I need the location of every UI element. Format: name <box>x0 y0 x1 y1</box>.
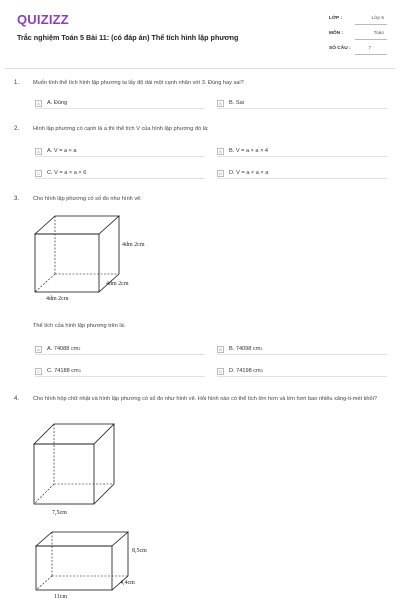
question-3-subtext: Thể tích của hình lập phương trên là: <box>33 323 126 329</box>
q2-option-b[interactable] <box>217 146 387 156</box>
option-text: B. Sai <box>229 100 244 106</box>
q4-box-depth-label: 4,4cm <box>120 580 135 586</box>
q3-edge-label-depth: 4dm 2cm <box>106 281 129 287</box>
option-text: C. V = a × a × 6 <box>47 170 87 176</box>
cube-figure-q3 <box>30 212 160 304</box>
header-divider <box>5 68 395 69</box>
option-text: A. Đúng <box>47 100 68 106</box>
question-1-number: 1. <box>14 80 20 86</box>
question-2-text: Hình lập phương có cạnh là a thì thể tích V của hình lập phương đó là: <box>33 126 209 132</box>
box-figure-q4 <box>30 528 160 600</box>
quizizz-logo: QUIZIZZ <box>17 12 69 27</box>
q4-box-length-label: 11cm <box>54 594 68 600</box>
subject-value: Toán <box>373 31 384 36</box>
option-letter-box: A <box>35 346 42 353</box>
option-unit-exponent: 3 <box>260 347 263 351</box>
question-2-number: 2. <box>14 126 20 132</box>
option-text: A. V = a × a <box>47 148 77 154</box>
option-text: B. 74098 cm <box>229 346 261 352</box>
q3-option-b[interactable] <box>217 344 387 354</box>
q3-option-a[interactable] <box>35 344 205 354</box>
option-letter-box: C <box>35 368 42 375</box>
option-text: B. V = a × a × 4 <box>229 148 269 154</box>
q3-option-c[interactable] <box>35 366 205 376</box>
option-letter-box: D <box>217 368 224 375</box>
option-letter-box: A <box>35 148 42 155</box>
q4-cube-edge-label: 7,5cm <box>52 510 67 516</box>
option-letter-box: A <box>35 100 42 107</box>
q4-box-height-label: 8,5cm <box>132 548 147 554</box>
q3-option-d[interactable] <box>217 366 387 376</box>
class-value: Lớp 5 <box>371 16 384 21</box>
question-1-text: Muốn tính thể tích hình lập phương ta lấy độ dài một cạnh nhân với 3. Đúng hay sai? <box>33 80 244 86</box>
option-unit-exponent: 3 <box>78 369 81 373</box>
option-text: D. 74198 cm <box>229 368 261 374</box>
question-4-text: Cho hình hộp chữ nhật và hình lập phương có số đo như hình vẽ. Hỏi hình nào có thể tích lớn hơn và lớn hơn bao nhiêu xăng-ti-mét khối? <box>33 396 377 402</box>
question-count-label: SỐ CÂU : <box>329 46 351 51</box>
question-4-number: 4. <box>14 396 20 402</box>
q2-option-c[interactable] <box>35 168 205 178</box>
option-letter-box: B <box>217 100 224 107</box>
option-letter-box: C <box>35 170 42 177</box>
q2-option-a[interactable] <box>35 146 205 156</box>
class-label: LỚP : <box>329 16 343 21</box>
q3-edge-label-bottom: 4dm 2cm <box>46 296 69 302</box>
q2-option-d[interactable] <box>217 168 387 178</box>
q1-option-b[interactable] <box>217 98 387 108</box>
option-unit-exponent: 3 <box>260 369 263 373</box>
question-3-text: Cho hình lập phương có số đo như hình vẽ: <box>33 196 142 202</box>
q1-option-a[interactable] <box>35 98 205 108</box>
worksheet-title: Trắc nghiệm Toán 5 Bài 11: (có đáp án) Thể tích hình lập phương <box>17 33 239 42</box>
option-letter-box: B <box>217 148 224 155</box>
subject-label: MÔN : <box>329 31 344 36</box>
option-unit-exponent: 3 <box>78 347 81 351</box>
option-letter-box: D <box>217 170 224 177</box>
option-text: A. 74088 cm <box>47 346 79 352</box>
option-letter-box: B <box>217 346 224 353</box>
question-3-number: 3. <box>14 196 20 202</box>
cube-figure-q4 <box>30 420 140 518</box>
question-count-value: 7 <box>368 46 371 51</box>
option-text: D. V = a × a × a <box>229 170 269 176</box>
q3-edge-label-right: 4dm 2cm <box>122 242 145 248</box>
option-text: C. 74188 cm <box>47 368 79 374</box>
